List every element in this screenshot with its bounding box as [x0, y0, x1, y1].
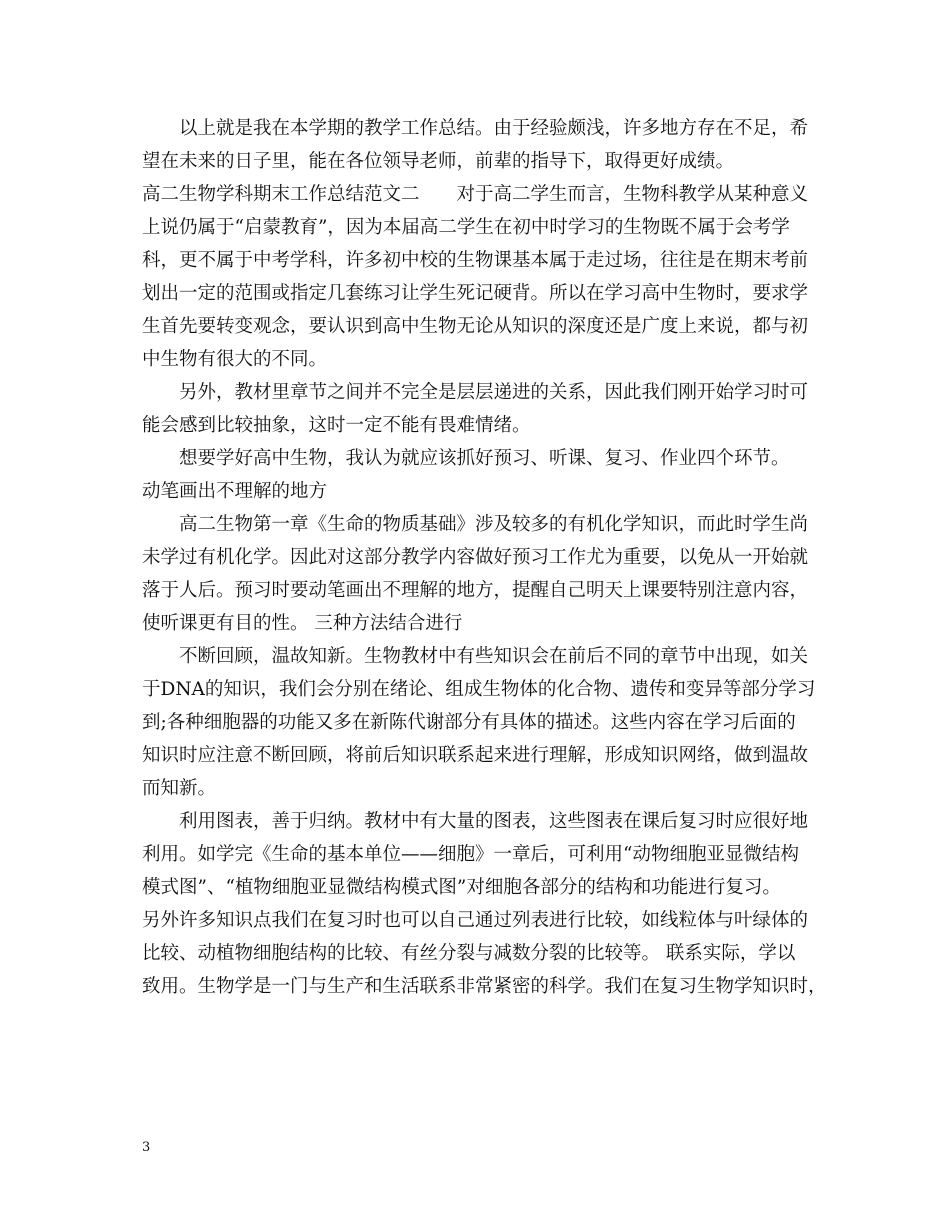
paragraph-line: 利用。如学完《生命的基本单位——细胞》一章后，可利用“动物细胞亚显微结构 [142, 844, 799, 865]
paragraph-line: 科，更不属于中考学科，许多初中校的生物课基本属于走过场，往往是在期末考前 [142, 250, 809, 271]
paragraph-line: 比较、动植物细胞结构的比较、有丝分裂与减数分裂的比较等。 联系实际，学以 [142, 943, 796, 964]
paragraph-line: 知识时应注意不断回顾，将前后知识联系起来进行理解，形成知识网络，做到温故 [142, 745, 809, 766]
paragraph-line: 另外，教材里章节之间并不完全是层层递进的关系，因此我们刚开始学习时可 [179, 382, 809, 403]
paragraph-line: 落于人后。预习时要动笔画出不理解的地方，提醒自己明天上课要特别注意内容， [142, 580, 809, 601]
paragraph-line: 高二生物学科期末工作总结范文二 对于高二学生而言，生物科教学从某种意义 [142, 184, 809, 205]
paragraph-line: 利用图表，善于归纳。教材中有大量的图表，这些图表在课后复习时应很好地 [179, 811, 809, 832]
paragraph-line: 不断回顾，温故知新。生物教材中有些知识会在前后不同的章节中出现，如关 [179, 646, 809, 667]
paragraph-line: 想要学好高中生物，我认为就应该抓好预习、听课、复习、作业四个环节。 [179, 448, 790, 469]
paragraph-line: 模式图”、“植物细胞亚显微结构模式图”对细胞各部分的结构和功能进行复习。 [142, 877, 781, 898]
document-body [142, 112, 827, 1003]
paragraph-line: 使听课更有目的性。 三种方法结合进行 [142, 613, 463, 634]
paragraph-line: 中生物有很大的不同。 [142, 349, 328, 370]
paragraph-line: 动笔画出不理解的地方 [142, 481, 328, 502]
paragraph-line: 能会感到比较抽象，这时一定不能有畏难情绪。 [142, 415, 531, 436]
paragraph-line: 到;各种细胞器的功能又多在新陈代谢部分有具体的描述。这些内容在学习后面的 [142, 712, 796, 733]
paragraph-line: 生首先要转变观念，要认识到高中生物无论从知识的深度还是广度上来说，都与初 [142, 316, 809, 337]
paragraph-line: 望在未来的日子里，能在各位领导老师，前辈的指导下，取得更好成绩。 [142, 151, 735, 172]
paragraph-line: 划出一定的范围或指定几套练习让学生死记硬背。所以在学习高中生物时，要求学 [142, 283, 809, 304]
paragraph-line: 以上就是我在本学期的教学工作总结。由于经验颇浅，许多地方存在不足，希 [179, 118, 809, 139]
page-number: 3 [142, 1140, 151, 1155]
paragraph-line: 高二生物第一章《生命的物质基础》涉及较多的有机化学知识，而此时学生尚 [179, 514, 809, 535]
paragraph-line: 而知新。 [142, 778, 217, 799]
paragraph-line: 未学过有机化学。因此对这部分教学内容做好预习工作尤为重要，以免从一开始就 [142, 547, 809, 568]
paragraph-line: 致用。生物学是一门与生产和生活联系非常紧密的科学。我们在复习生物学知识时， [142, 976, 827, 997]
paragraph-line: 上说仍属于“启蒙教育”，因为本届高二学生在初中时学习的生物既不属于会考学 [142, 217, 790, 238]
paragraph-line: 于DNA的知识，我们会分别在绪论、组成生物体的化合物、遗传和变异等部分学习 [142, 679, 816, 700]
paragraph-line: 另外许多知识点我们在复习时也可以自己通过列表进行比较，如线粒体与叶绿体的 [142, 910, 809, 931]
